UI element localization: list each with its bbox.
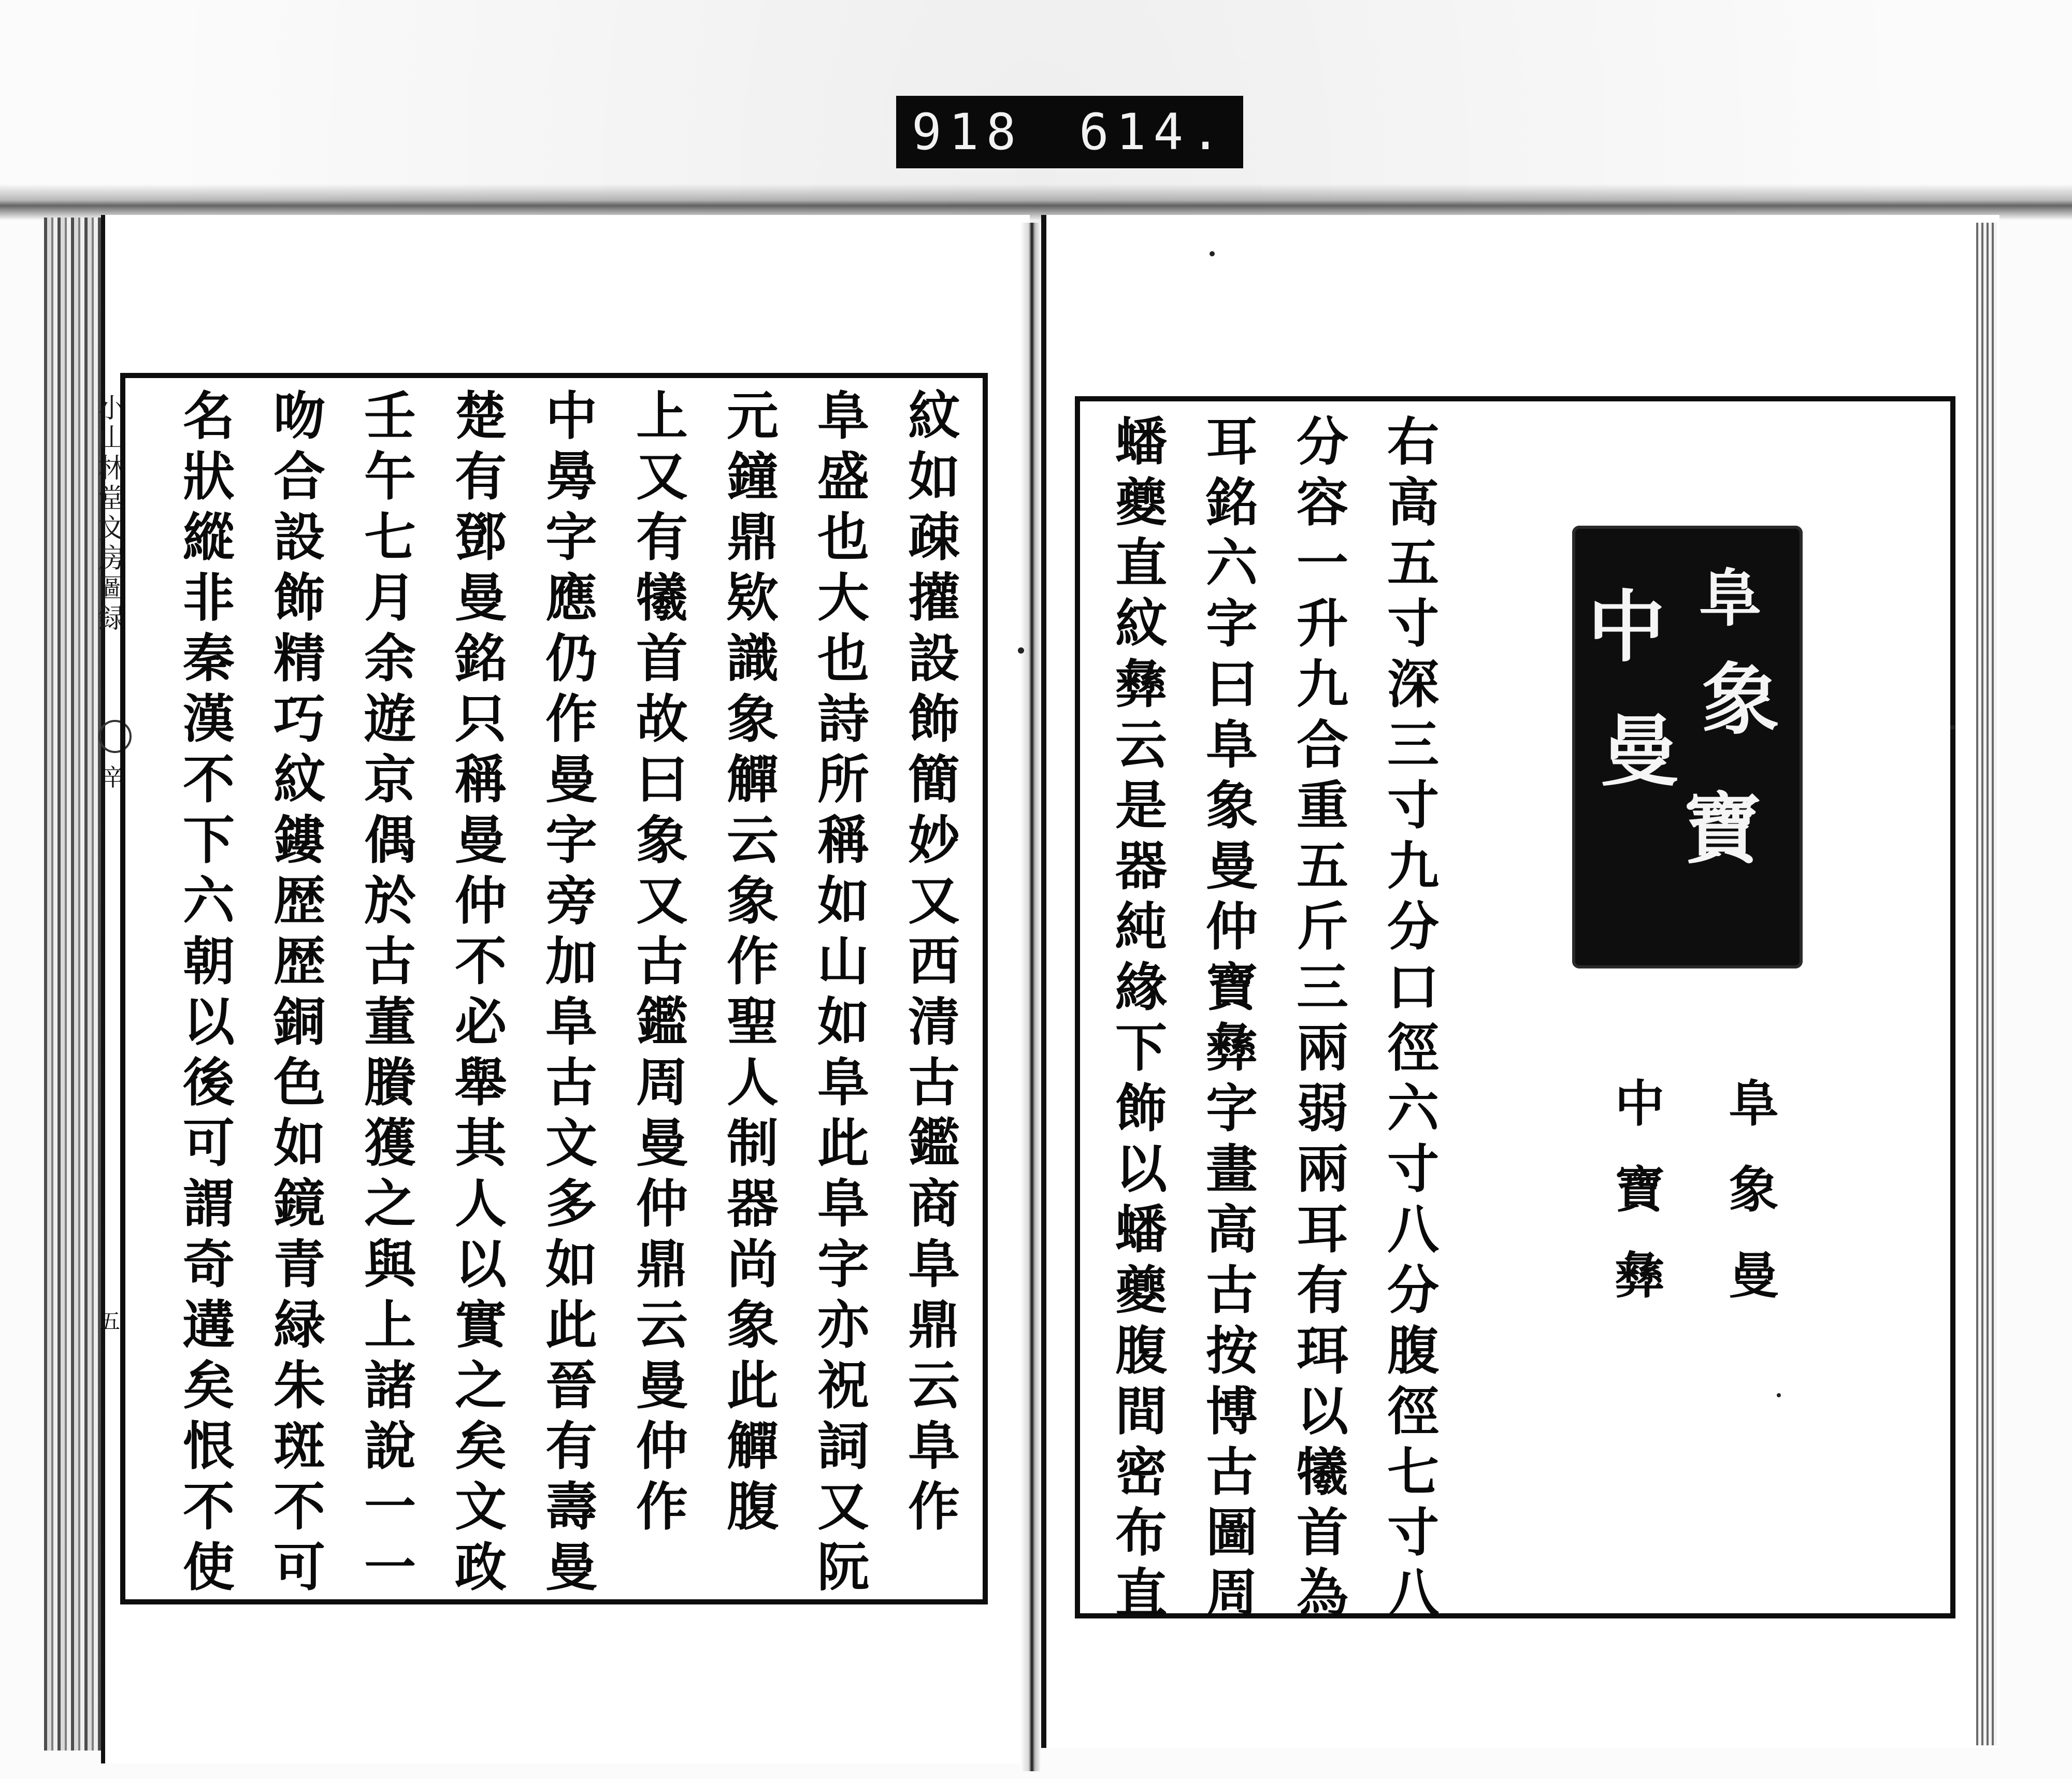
left-text-column-6: 楚有鄧曼銘只稱曼仲不必舉其人以實之矣文政 [446, 388, 507, 1600]
catalog-number-right: 614. [1078, 103, 1228, 161]
scan-speck [1018, 647, 1024, 654]
left-text-column-8: 吻合設飾精巧紋鏤歴歴銅色如鏡青緑朱斑不可 [265, 388, 326, 1600]
right-text-column-4: 蟠夔直紋彝云是器純緣下飾以蟠夔腹間密布直 [1106, 414, 1168, 1626]
book-gutter [1020, 223, 1041, 1771]
right-text-column-1: 右高五寸深三寸九分口徑六寸八分腹徑七寸八 [1378, 414, 1440, 1626]
inscription-glyph: 象 [1702, 654, 1780, 745]
scan-speck [1777, 1393, 1781, 1397]
inscription-glyph: 曼 [1601, 706, 1679, 797]
catalog-number-left: 918 [912, 103, 1024, 161]
scan-speck [1210, 251, 1215, 256]
left-text-column-2: 阜盛也大也詩所稱如山如阜此阜字亦祝詞又阮 [809, 388, 870, 1600]
scan-speck [1950, 725, 1955, 730]
vessel-title-line-1: 阜象曼 [1721, 1077, 1779, 1335]
vessel-title-line-2: 中寶彝 [1607, 1077, 1665, 1335]
margin-folio-number: 五 [99, 1310, 120, 1334]
inscription-glyph: 寶 [1684, 784, 1762, 875]
right-text-column-3: 耳銘六字曰阜象曼仲寶彝字畫高古按博古圖周 [1197, 414, 1258, 1626]
left-text-column-1: 紋如疎㩲設飾簡妙又西清古鑑商阜鼎云阜作 [899, 388, 960, 1540]
left-text-column-7: 壬午七月余遊京偶於古董賸獲之與上諸說一一 [355, 388, 416, 1600]
book-right-page-edges [1976, 223, 1997, 1745]
left-text-column-3: 元鐘鼎欵識象觶云象作聖人制器尚象此觶腹 [718, 388, 779, 1540]
left-text-column-9: 名狀縱非秦漢不下六朝以後可謂奇遘矣恨不使 [174, 388, 235, 1600]
margin-book-title: 小山林堂文房圖録 [93, 394, 124, 634]
catalog-number-label [896, 96, 1243, 168]
margin-volume-marker: 辛 [101, 763, 125, 791]
inscription-glyph: 中 [1588, 582, 1666, 673]
inscription-glyph: 阜 [1699, 562, 1761, 635]
right-text-column-2: 分容一升九合重五斤三兩弱兩耳有珥以犧首為 [1288, 414, 1349, 1626]
left-text-column-4: 上又有犧首故曰象又古鑑周曼仲鼎云曼仲作 [627, 388, 688, 1540]
left-text-column-5: 中㬅字應仍作曼字旁加阜古文多如此晉有壽曼 [537, 388, 598, 1600]
